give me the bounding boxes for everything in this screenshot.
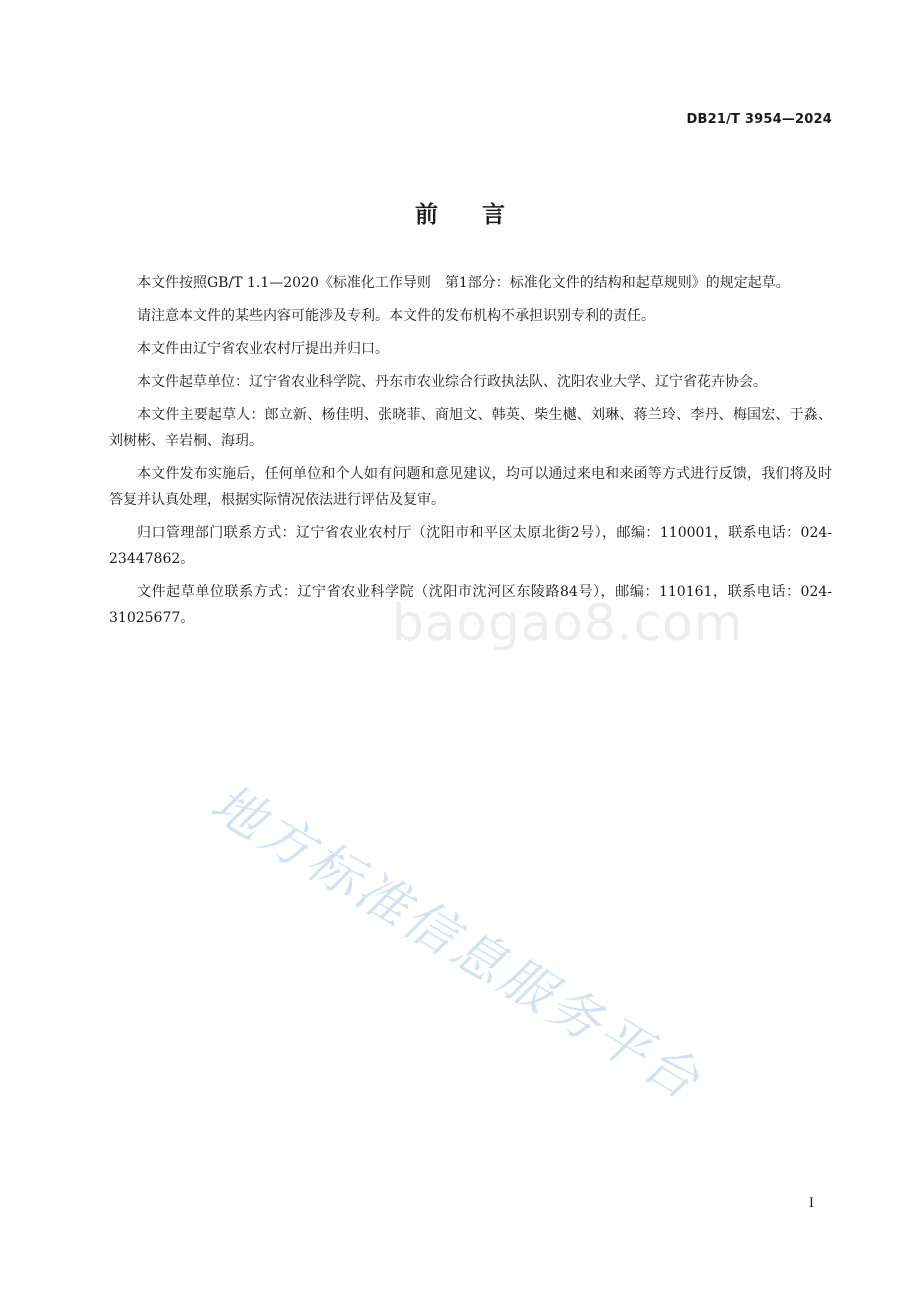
paragraph-patent-notice: 请注意本文件的某些内容可能涉及专利。本文件的发布机构不承担识别专利的责任。 [137,308,655,324]
watermark-text: 地方标准信息服务平台 [200,773,712,1114]
paragraph-feedback: 本文件发布实施后，任何单位和个人如有问题和意见建议，均可以通过来电和来函等方式进行反馈，我们将及时答复并认真处理，根据实际情况依法进行评估及复审。 [109,466,832,508]
paragraph-drafting-basis: 本文件按照GB/T 1.1—2020《标准化工作导则 第1部分：标准化文件的结构和起草规则》的规定起草。 [137,275,790,291]
page-number: I [808,1196,814,1211]
paragraph-drafting-units: 本文件起草单位：辽宁省农业科学院、丹东市农业综合行政执法队、沈阳农业大学、辽宁省花卉协会。 [137,374,767,390]
preface-body [109,270,832,638]
paragraph-authority-contact: 归口管理部门联系方式：辽宁省农业农村厅（沈阳市和平区太原北街2号），邮编：110001，联系电话：024-23447862。 [109,525,832,567]
paragraph-drafter-contact: 文件起草单位联系方式：辽宁省农业科学院（沈阳市沈河区东陵路84号），邮编：110161，联系电话：024-31025677。 [109,584,832,626]
page-title: 前言 [415,202,549,228]
watermark-url: baogao8.com [392,594,744,652]
document-code: DB21/T 3954—2024 [686,112,832,127]
paragraph-drafters: 本文件主要起草人：郎立新、杨佳明、张晓菲、商旭文、韩英、柴生樾、刘琳、蒋兰玲、李丹、梅国宏、于淼、刘树彬、辛岩桐、海玥。 [109,407,832,449]
paragraph-proposer: 本文件由辽宁省农业农村厅提出并归口。 [137,341,389,357]
